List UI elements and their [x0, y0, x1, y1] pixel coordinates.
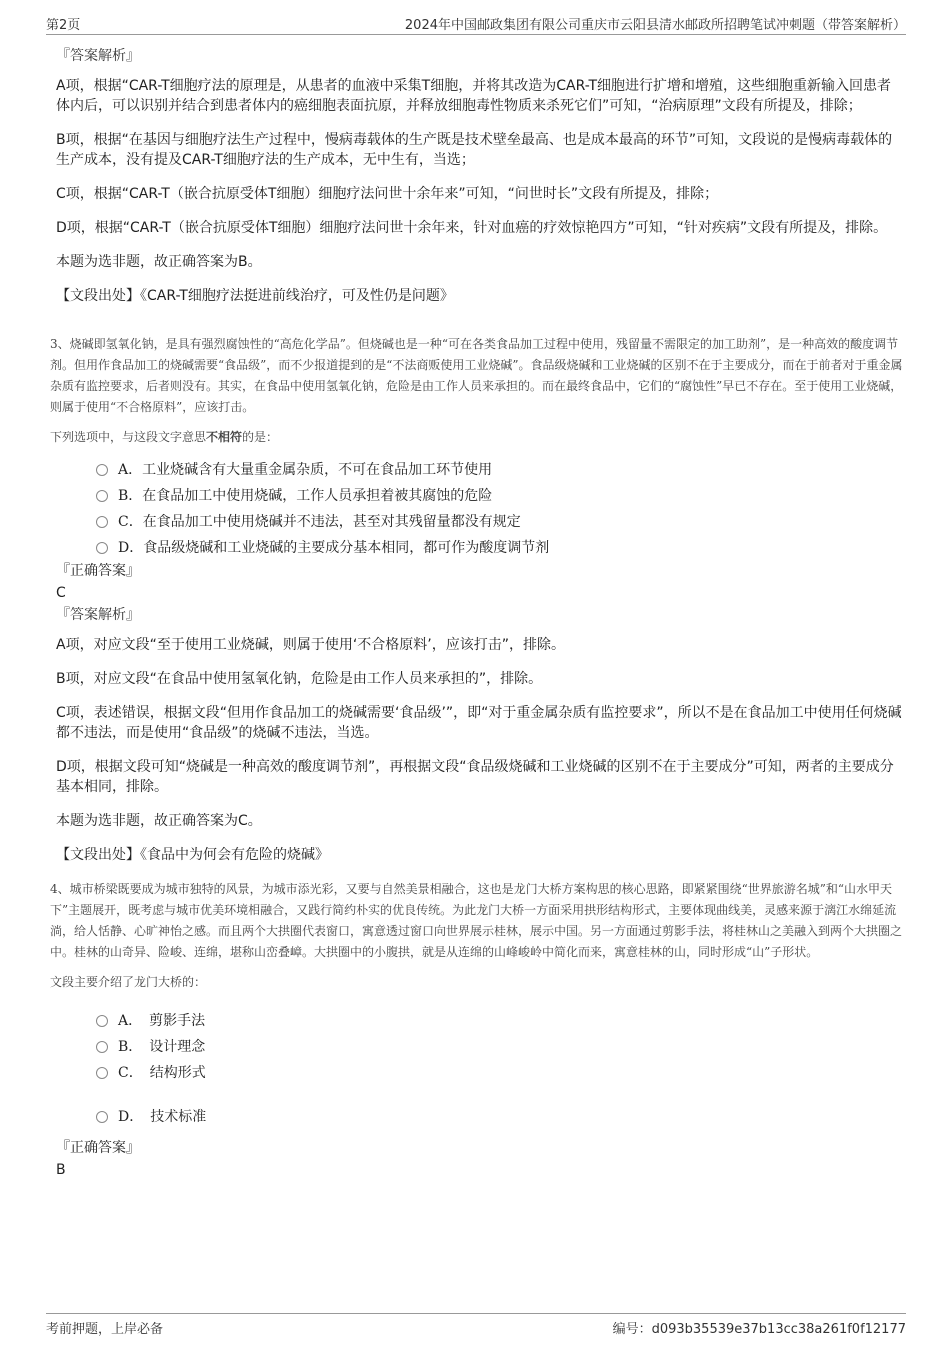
- q3-option-c[interactable]: [96, 509, 904, 535]
- q4-question: 文段主要介绍了龙门大桥的：: [50, 975, 207, 989]
- radio-icon[interactable]: [96, 464, 108, 476]
- q3-question: [50, 428, 904, 445]
- radio-icon[interactable]: [96, 542, 108, 554]
- q2-analysis-c: C项，根据“CAR-T（嵌合抗原受体T细胞）细胞疗法问世十余年来”可知，“问世时长”文段有所提及，排除；: [56, 186, 719, 202]
- q3-analysis-a: A项，对应文段“至于使用工业烧碱，则属于使用‘不合格原料’，应该打击”，排除。: [56, 637, 565, 653]
- page-content: [50, 46, 904, 1182]
- footer-slogan: 考前押题，上岸必备: [46, 1322, 164, 1337]
- radio-icon[interactable]: [96, 1015, 108, 1027]
- option-label: B．在食品加工中使用烧碱，工作人员承担着被其腐蚀的危险: [118, 488, 493, 504]
- page-number: 第2页: [46, 18, 81, 33]
- q3-stem: 3、烧碱即氢氧化钠，是具有强烈腐蚀性的“高危化学品”。但烧碱也是一种“可在各类食品加工过程中使用，残留量不需限定的加工助剂”，是一种高效的酸度调节剂。但用作食品加工的烧碱需要“食品级”，而不少报道提到的是“不法商贩使用工业烧碱”。食品级烧碱和工业烧碱的区别不在于主要成分，而在于前者对于重金属杂质有监控要求，后者则没有。其实，在食品中使用氢氧化钠，危险是由工作人员来承担的。而在最终食品中，它们的“腐蚀性”早已不存在。至于使用工业烧碱，则属于使用“不合格原料”，应该打击。: [50, 337, 903, 414]
- q3-analysis-label: 『答案解析』: [56, 607, 140, 623]
- option-label: A．工业烧碱含有大量重金属杂质，不可在食品加工环节使用: [118, 462, 493, 478]
- q3-analysis-b: B项，对应文段“在食品中使用氢氧化钠，危险是由工作人员来承担的”，排除。: [56, 671, 543, 687]
- option-label: A． 剪影手法: [118, 1013, 206, 1029]
- document-title: 2024年中国邮政集团有限公司重庆市云阳县清水邮政所招聘笔试冲刺题（带答案解析）: [404, 18, 906, 33]
- q3-conclusion: 本题为选非题，故正确答案为C。: [56, 813, 262, 829]
- option-label: C．在食品加工中使用烧碱并不违法，甚至对其残留量都没有规定: [118, 514, 521, 530]
- radio-icon[interactable]: [96, 1111, 108, 1123]
- document-id: 编号：d093b35539e37b13cc38a261f0f12177: [612, 1322, 906, 1337]
- radio-icon[interactable]: [96, 516, 108, 528]
- option-label: D． 技术标准: [118, 1109, 207, 1125]
- option-label: C． 结构形式: [118, 1065, 206, 1081]
- q4-stem: 4、城市桥梁既要成为城市独特的风景，为城市添光彩，又要与自然美景相融合，这也是龙门大桥方案构思的核心思路，即紧紧围绕“世界旅游名城”和“山水甲天下”主题展开，既考虑与城市优美环境相融合，又践行简约朴实的优良传统。为此龙门大桥一方面采用拱形结构形式，主要体现曲线美，灵感来源于漓江水绵延流淌，给人恬静、心旷神怡之感。而且两个大拱圈代表窗口，寓意透过窗口向世界展示桂林，展示中国。另一方面通过剪影手法，将桂林山之美融入到两个大拱圈之中。桂林的山奇异、险峻、连绵，堪称山峦叠嶂。大拱圈中的小腹拱，就是从连绵的山峰峻岭中简化而来，寓意桂林的山，同时形成“山”子形状。: [50, 882, 903, 959]
- q3-question-pre: 下列选项中，与这段文字意思: [50, 430, 207, 444]
- q2-analysis-b: B项，根据“在基因与细胞疗法生产过程中，慢病毒载体的生产既是技术壁垒最高、也是成本最高的环节”可知，文段说的是慢病毒载体的生产成本，没有提及CAR-T细胞疗法的生产成本，无中生有，当选；: [56, 132, 893, 168]
- q2-source: 【文段出处】《CAR-T细胞疗法挺进前线治疗，可及性仍是问题》: [56, 288, 454, 304]
- radio-icon[interactable]: [96, 1067, 108, 1079]
- radio-icon[interactable]: [96, 1041, 108, 1053]
- q3-question-post: 的是：: [242, 430, 279, 444]
- option-label: D．食品级烧碱和工业烧碱的主要成分基本相同，都可作为酸度调节剂: [118, 540, 550, 556]
- q3-option-b[interactable]: [96, 483, 904, 509]
- q3-question-emphasis: 不相符: [206, 430, 243, 444]
- q3-options: [96, 457, 904, 561]
- q2-analysis-label: 『答案解析』: [56, 48, 140, 64]
- q3-correct-label: 『正确答案』: [56, 563, 140, 579]
- q4-option-d[interactable]: [96, 1104, 904, 1130]
- q2-analysis-a: A项，根据“CAR-T细胞疗法的原理是，从患者的血液中采集T细胞，并将其改造为CAR-T细胞进行扩增和增殖，这些细胞重新输入回患者体内后，可以识别并结合到患者体内的癌细胞表面抗原，并释放细胞毒性物质来杀死它们”可知，“治病原理”文段有所提及，排除；: [56, 78, 892, 114]
- q3-analysis-d: D项，根据文段可知“烧碱是一种高效的酸度调节剂”，再根据文段“食品级烧碱和工业烧碱的区别不在于主要成分”可知，两者的主要成分基本相同，排除。: [56, 759, 894, 795]
- page-header: [46, 14, 906, 35]
- q3-option-a[interactable]: [96, 457, 904, 483]
- q4-option-b[interactable]: [96, 1034, 904, 1060]
- q3-analysis-c: C项，表述错误，根据文段“但用作食品加工的烧碱需要‘食品级’”，即“对于重金属杂质有监控要求”，所以不是在食品加工中使用任何烧碱都不违法，而是使用“食品级”的烧碱不违法，当选。: [56, 705, 902, 741]
- q4-option-a[interactable]: [96, 1008, 904, 1034]
- q3-correct-answer: C: [56, 585, 66, 601]
- q2-conclusion: 本题为选非题，故正确答案为B。: [56, 254, 262, 270]
- q4-correct-label: 『正确答案』: [56, 1140, 140, 1156]
- page-footer: [46, 1313, 906, 1338]
- option-label: B． 设计理念: [118, 1039, 206, 1055]
- q4-options: [96, 1008, 904, 1130]
- radio-icon[interactable]: [96, 490, 108, 502]
- q3-source: 【文段出处】《食品中为何会有危险的烧碱》: [56, 847, 329, 863]
- q2-analysis-d: D项，根据“CAR-T（嵌合抗原受体T细胞）细胞疗法问世十余年来，针对血癌的疗效惊艳四方”可知，“针对疾病”文段有所提及，排除。: [56, 220, 888, 236]
- q4-option-c[interactable]: [96, 1060, 904, 1086]
- q4-correct-answer: B: [56, 1162, 66, 1178]
- q3-option-d[interactable]: [96, 535, 904, 561]
